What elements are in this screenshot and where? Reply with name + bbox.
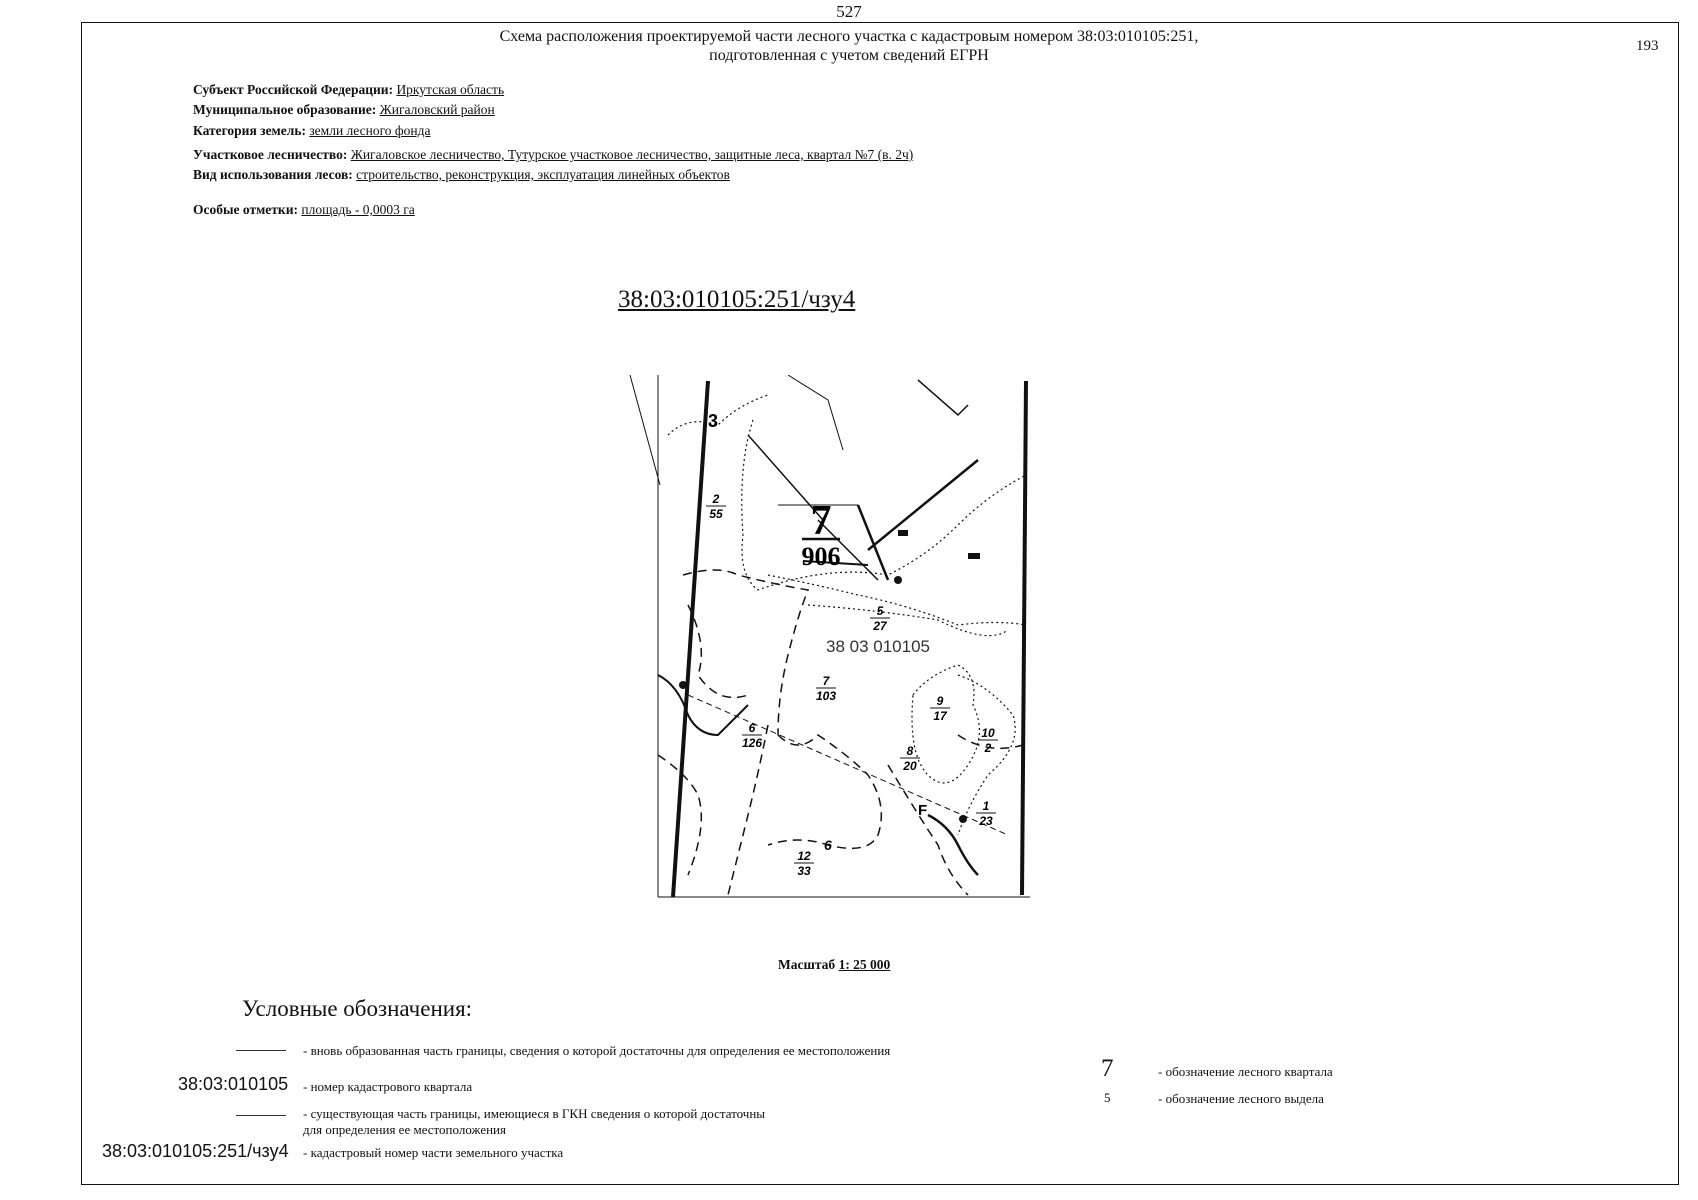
legend-existing-boundary-text-2: для определения ее местоположения: [303, 1122, 506, 1137]
info-special-marks-value: площадь - 0,0003 га: [301, 202, 415, 217]
allotment-number: 10: [981, 726, 995, 740]
parcel-code-heading: 38:03:010105:251/чзу4: [618, 286, 856, 313]
allotment-area: 55: [709, 507, 723, 521]
title-line-1: Схема расположения проектируемой части лесного участка с кадастровым номером 38:03:010105:251,: [499, 28, 1199, 45]
scale-value: 1: 25 000: [838, 957, 891, 972]
dashed-allotment-boundary: [688, 605, 748, 698]
sheet-number: 193: [1636, 38, 1659, 54]
map-scale: [778, 957, 890, 973]
info-forestry-value: Жигаловское лесничество, Тутурское участковое лесничество, защитные леса, квартал №7 (в. 2ч): [350, 147, 914, 162]
info-forest-use-label: Вид использования лесов:: [193, 167, 353, 182]
allotment-label-single: 6: [824, 837, 832, 853]
allotment-number: 8: [906, 744, 914, 758]
forest-map-drawing: [628, 375, 1038, 900]
forest-map: [628, 375, 1038, 900]
thin-boundary-line: [630, 375, 660, 485]
info-municipality-value: Жигаловский район: [379, 102, 495, 117]
legend-forest-allotment-symbol: 5: [1104, 1090, 1111, 1105]
scale-label: Масштаб: [778, 957, 836, 972]
dashed-allotment-boundary: [728, 725, 768, 895]
allotment-number: 6: [748, 721, 756, 735]
forest-allotment-label: [870, 604, 890, 633]
bold-quarter-boundary-right: [1022, 381, 1026, 895]
creek-line: [928, 815, 978, 875]
dotted-boundary: [808, 605, 1008, 636]
allotment-area: 2: [984, 741, 992, 755]
dotted-boundary: [912, 665, 979, 783]
forest-allotment-label: [816, 674, 836, 703]
legend-forest-quarter-symbol: 7: [1101, 1055, 1114, 1082]
info-subject-value: Иркутская область: [396, 82, 505, 97]
info-forest-use: [193, 167, 730, 183]
info-land-category: [193, 123, 431, 139]
legend-parcel-part-text: - кадастровый номер части земельного участка: [303, 1145, 564, 1160]
allotment-number: 7: [822, 674, 830, 688]
road-line: [868, 460, 978, 550]
info-land-category-value: земли лесного фонда: [309, 123, 431, 138]
legend-cadastral-quarter-text: - номер кадастрового квартала: [303, 1079, 473, 1094]
map-line: [788, 375, 843, 450]
allotment-number: 9: [936, 694, 944, 708]
legend-forest-allotment-text: - обозначение лесного выдела: [1158, 1091, 1324, 1106]
allotment-number: 12: [797, 849, 811, 863]
forest-allotment-label: [930, 694, 950, 723]
map-mark: [959, 815, 967, 823]
forest-allotment-label: [976, 799, 996, 828]
allotment-number: 1: [982, 799, 990, 813]
forest-allotment-label: [978, 726, 998, 755]
page-number: 527: [836, 2, 862, 21]
allotment-area: 23: [979, 814, 993, 828]
info-forest-use-value: строительство, реконструкция, эксплуатация линейных объектов: [356, 167, 730, 182]
legend-forest-quarter-text: - обозначение лесного квартала: [1158, 1064, 1333, 1079]
legend-parcel-part-code: 38:03:010105:251/чзу4: [102, 1141, 289, 1161]
forest-quarter-number: 7: [810, 498, 832, 544]
legend-existing-boundary-text-1: - существующая часть границы, имеющиеся в ГКН сведения о которой достаточны: [303, 1106, 766, 1121]
cadastral-quarter-label: 38 03 010105: [826, 637, 930, 656]
allotment-area: 33: [797, 864, 811, 878]
allotment-number: 2: [712, 492, 720, 506]
title-line-2: подготовленная с учетом сведений ЕГРН: [709, 47, 989, 64]
bold-quarter-boundary-left: [673, 381, 708, 897]
allotment-area: 103: [815, 689, 837, 703]
dashed-allotment-boundary: [768, 735, 881, 848]
info-subject-label: Субъект Российской Федерации:: [193, 82, 394, 97]
legend-new-boundary-text: - вновь образованная часть границы, сведения о которой достаточны для определения ее местоположения: [303, 1043, 891, 1058]
info-special-marks-label: Особые отметки:: [193, 202, 298, 217]
map-mark: [679, 681, 687, 689]
allotment-label-single: 3: [708, 411, 719, 431]
legend-cadastral-quarter-code: 38:03:010105: [178, 1074, 289, 1094]
allotment-area: 27: [873, 619, 887, 633]
info-municipality: [193, 102, 495, 118]
forest-allotment-label: [742, 721, 762, 750]
creek-line: [658, 675, 748, 735]
info-subject: [193, 82, 504, 98]
map-mark: [968, 553, 980, 559]
allotment-area: 17: [933, 709, 947, 723]
info-special-marks: [193, 202, 415, 218]
info-forestry: [193, 147, 913, 163]
allotment-label-single: F: [918, 802, 928, 819]
map-mark: [898, 530, 908, 536]
info-forestry-label: Участковое лесничество:: [193, 147, 348, 162]
info-municipality-label: Муниципальное образование:: [193, 102, 377, 117]
map-line: [918, 380, 968, 415]
map-mark: [894, 576, 902, 584]
allotment-area: 126: [741, 736, 763, 750]
forest-allotment-label: [794, 849, 814, 878]
document-title: [0, 27, 1698, 65]
legend-existing-boundary-line-symbol: [236, 1115, 286, 1116]
forest-quarter-area: 906: [801, 542, 841, 571]
allotment-number: 5: [876, 604, 884, 618]
legend-title: Условные обозначения:: [242, 996, 473, 1021]
allotment-area: 20: [903, 759, 917, 773]
info-land-category-label: Категория земель:: [193, 123, 306, 138]
legend-new-boundary-line-symbol: [236, 1050, 286, 1051]
dashed-allotment-boundary: [888, 765, 968, 895]
road-line: [858, 505, 888, 580]
forest-allotment-label: [900, 744, 920, 773]
forest-allotment-label: [706, 492, 726, 521]
